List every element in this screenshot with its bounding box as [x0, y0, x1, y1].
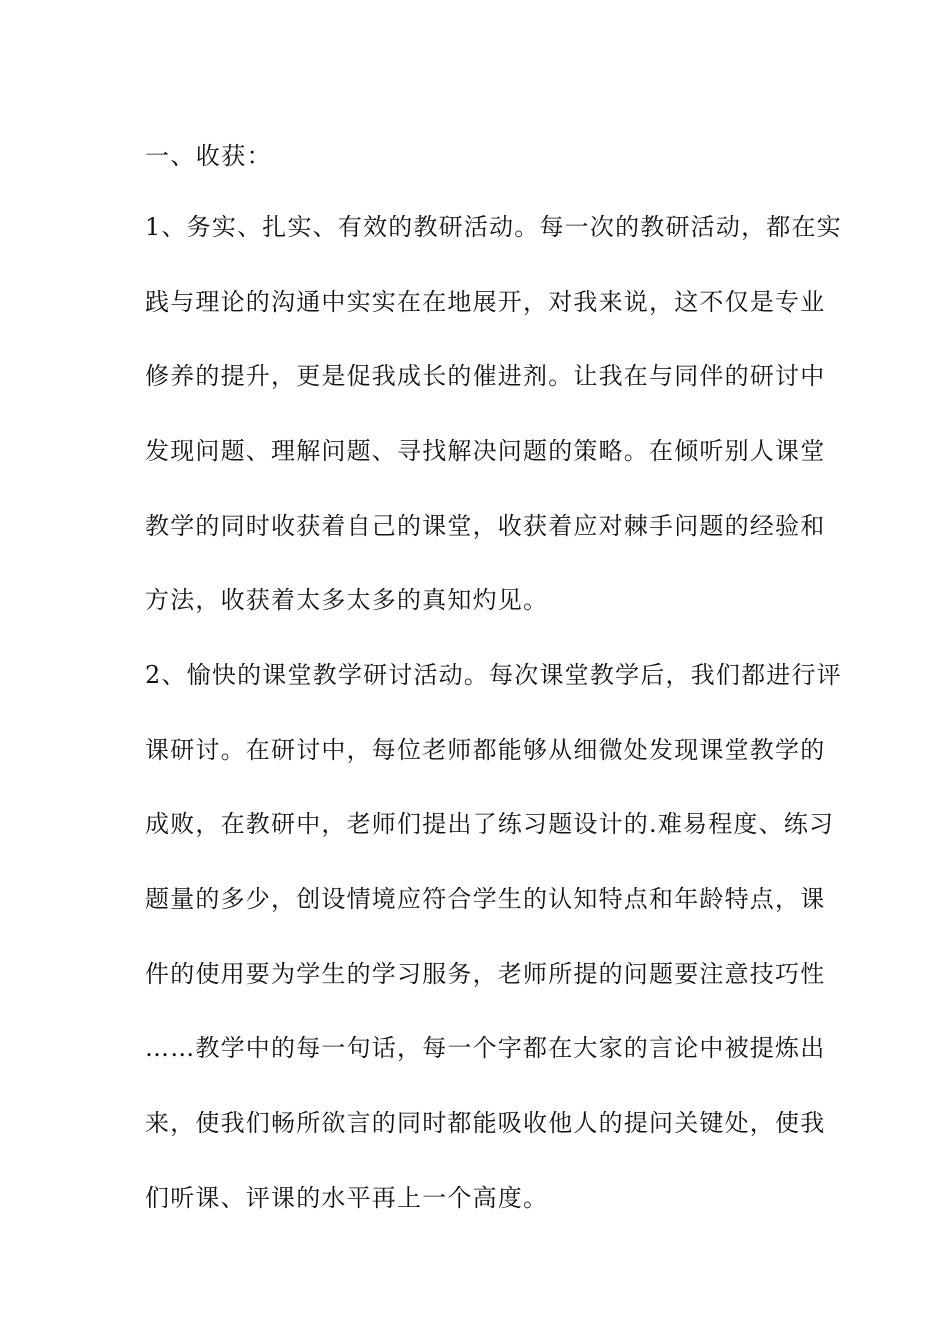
paragraph-line: 件的使用要为学生的学习服务，老师所提的问题要注意技巧性	[145, 960, 826, 988]
paragraph-line: 2、愉快的课堂教学研讨活动。每次课堂教学后，我们都进行评	[145, 661, 842, 689]
paragraph-line: 来，使我们畅所欲言的同时都能吸收他人的提问关键处，使我	[145, 1109, 826, 1137]
paragraph-line: 践与理论的沟通中实实在在地展开，对我来说，这不仅是专业	[145, 288, 826, 316]
paragraph-line: 方法，收获着太多太多的真知灼见。	[145, 586, 549, 614]
paragraph-line: 课研讨。在研讨中，每位老师都能够从细微处发现课堂教学的	[145, 736, 826, 764]
paragraph-line: 成败，在教研中，老师们提出了练习题设计的.难易程度、练习	[145, 810, 835, 838]
section-heading: 一、收获：	[145, 142, 272, 170]
paragraph-line: 题量的多少，创设情境应符合学生的认知特点和年龄特点，课	[145, 885, 826, 913]
paragraph-line: 们听课、评课的水平再上一个高度。	[145, 1184, 549, 1212]
paragraph-line: ……教学中的每一句话，每一个字都在大家的言论中被提炼出	[145, 1034, 826, 1062]
paragraph-line: 修养的提升，更是促我成长的催进剂。让我在与同伴的研讨中	[145, 362, 826, 390]
paragraph-line: 发现问题、理解问题、寻找解决问题的策略。在倾听别人课堂	[145, 437, 826, 465]
paragraph-line: 教学的同时收获着自己的课堂，收获着应对棘手问题的经验和	[145, 512, 826, 540]
paragraph-line: 1、务实、扎实、有效的教研活动。每一次的教研活动，都在实	[145, 213, 842, 241]
